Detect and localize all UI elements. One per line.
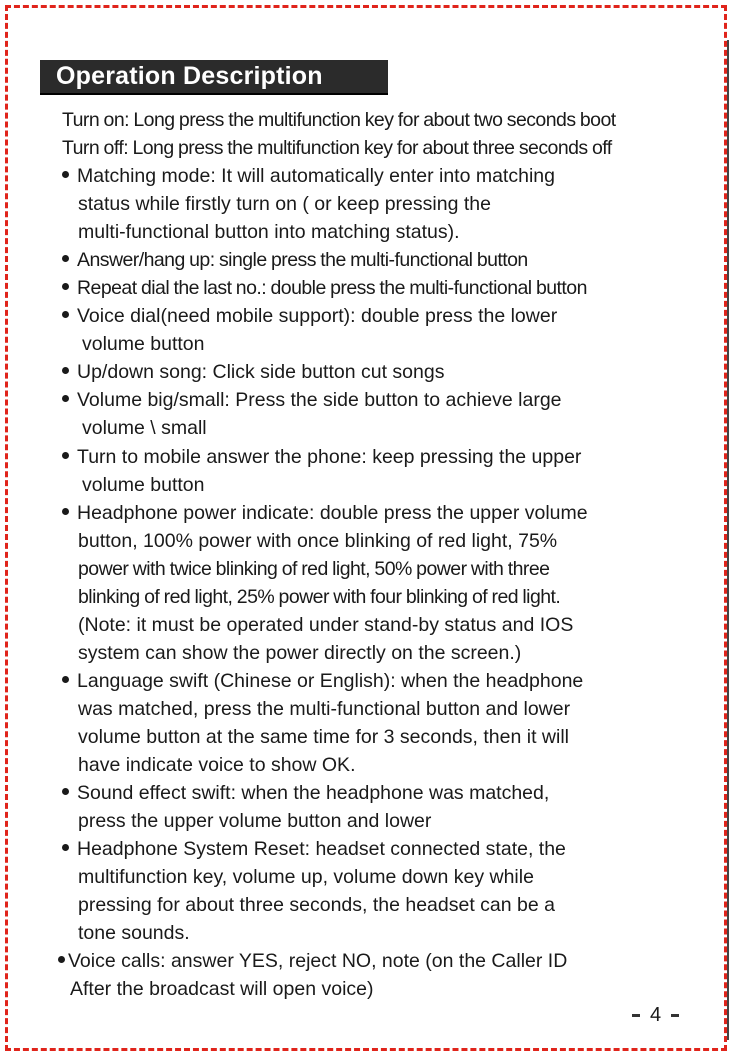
- list-item: Voice calls: answer YES, reject NO, note (on the Caller ID: [58, 949, 567, 973]
- list-item-continuation: multifunction key, volume up, volume down key while: [78, 866, 534, 888]
- section-title: Operation Description: [56, 62, 323, 90]
- bullet-icon: [58, 956, 65, 963]
- list-item-continuation: have indicate voice to show OK.: [78, 754, 356, 776]
- list-item-continuation: multi-functional button into matching status).: [78, 221, 460, 243]
- turn-off-text: Turn off: Long press the multifunction key for about three seconds off: [62, 137, 612, 159]
- list-item: Up/down song: Click side button cut songs: [62, 360, 444, 384]
- turn-on-text: Turn on: Long press the multifunction key for about two seconds boot: [62, 109, 616, 131]
- bullet-icon: [62, 311, 69, 318]
- list-item: Headphone System Reset: headset connected state, the: [62, 837, 566, 861]
- bullet-icon: [62, 171, 69, 178]
- list-item-continuation: pressing for about three seconds, the headset can be a: [78, 894, 555, 916]
- dash-left: [632, 1014, 640, 1017]
- dash-right: [671, 1014, 679, 1017]
- list-item: Matching mode: It will automatically enter into matching: [62, 164, 555, 188]
- list-item-continuation: system can show the power directly on the screen.): [78, 642, 522, 664]
- bullet-icon: [62, 844, 69, 851]
- list-item-continuation: volume button at the same time for 3 seconds, then it will: [78, 726, 569, 748]
- bullet-icon: [62, 283, 69, 290]
- list-item-continuation: status while firstly turn on ( or keep pressing the: [78, 193, 491, 215]
- list-item-continuation: volume \ small: [82, 417, 207, 439]
- list-item-continuation: volume button: [82, 333, 205, 355]
- bullet-icon: [62, 395, 69, 402]
- list-item: Turn to mobile answer the phone: keep pressing the upper: [62, 445, 581, 469]
- list-item: Headphone power indicate: double press the upper volume: [62, 501, 588, 525]
- list-item: Voice dial(need mobile support): double press the lower: [62, 304, 557, 328]
- list-item-continuation: tone sounds.: [78, 922, 190, 944]
- list-item-continuation: button, 100% power with once blinking of red light, 75%: [78, 530, 558, 552]
- list-item-continuation: press the upper volume button and lower: [78, 810, 432, 832]
- bullet-icon: [62, 788, 69, 795]
- page-edge-shadow: [727, 40, 733, 1040]
- list-item: Sound effect swift: when the headphone was matched,: [62, 781, 549, 805]
- list-item: Answer/hang up: single press the multi-functional button: [62, 248, 528, 272]
- list-item: Volume big/small: Press the side button to achieve large: [62, 388, 562, 412]
- list-item-continuation: power with twice blinking of red light, 50% power with three: [78, 558, 550, 580]
- list-item: Repeat dial the last no.: double press the multi-functional button: [62, 276, 587, 300]
- bullet-icon: [62, 452, 69, 459]
- bullet-icon: [62, 676, 69, 683]
- bullet-icon: [62, 255, 69, 262]
- list-item-continuation: was matched, press the multi-functional button and lower: [78, 698, 571, 720]
- section-heading: [40, 60, 388, 95]
- list-item-continuation: (Note: it must be operated under stand-by status and IOS: [78, 614, 574, 636]
- bullet-icon: [62, 508, 69, 515]
- list-item: Language swift (Chinese or English): when the headphone: [62, 669, 583, 693]
- list-item-continuation: blinking of red light, 25% power with four blinking of red light.: [78, 586, 561, 608]
- page-number: 4: [622, 1004, 689, 1027]
- list-item-continuation: After the broadcast will open voice): [70, 978, 374, 1000]
- bullet-icon: [62, 367, 69, 374]
- list-item-continuation: volume button: [82, 474, 205, 496]
